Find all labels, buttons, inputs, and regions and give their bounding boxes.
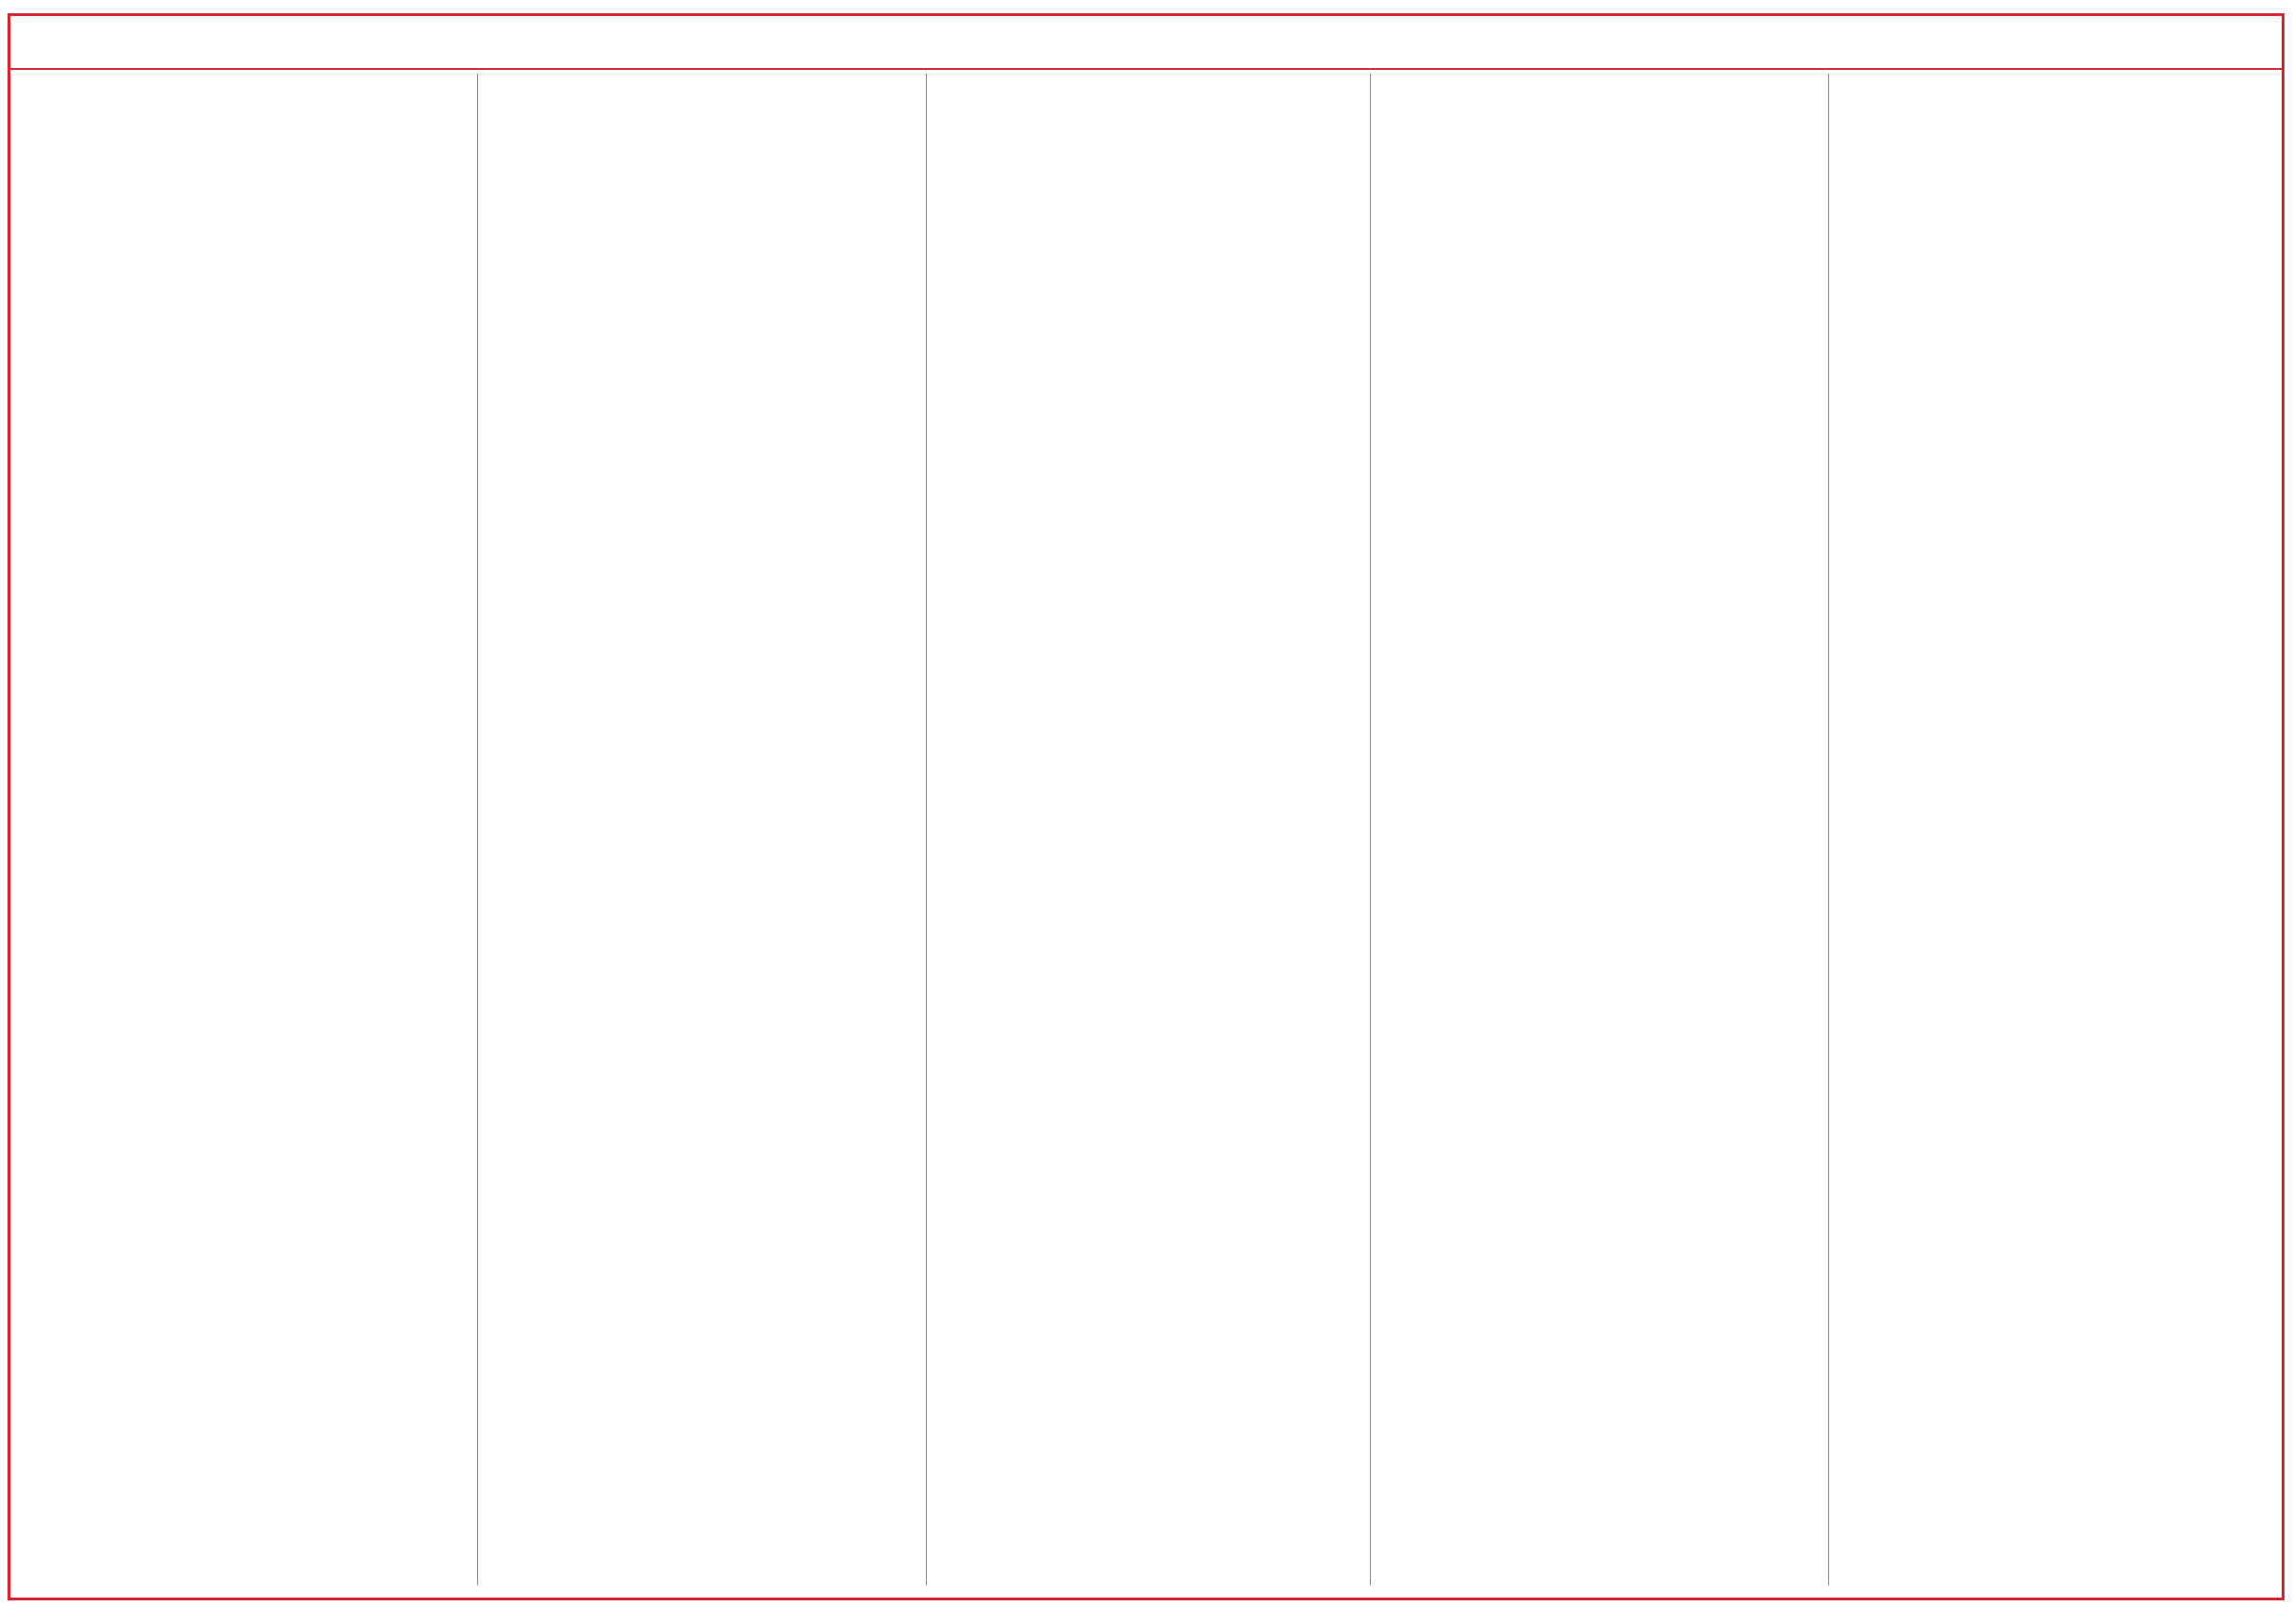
column-founders-1 [1375, 74, 1823, 1585]
column-capital [482, 74, 921, 1585]
column-divider [1828, 74, 1829, 1585]
page-title [8, 13, 2284, 70]
column-subscription [24, 74, 472, 1585]
column-founders-2 [931, 74, 1365, 1585]
column-divider [1370, 74, 1371, 1585]
column-objectives [1849, 74, 2274, 1585]
column-divider [477, 74, 478, 1585]
column-divider [926, 74, 927, 1585]
